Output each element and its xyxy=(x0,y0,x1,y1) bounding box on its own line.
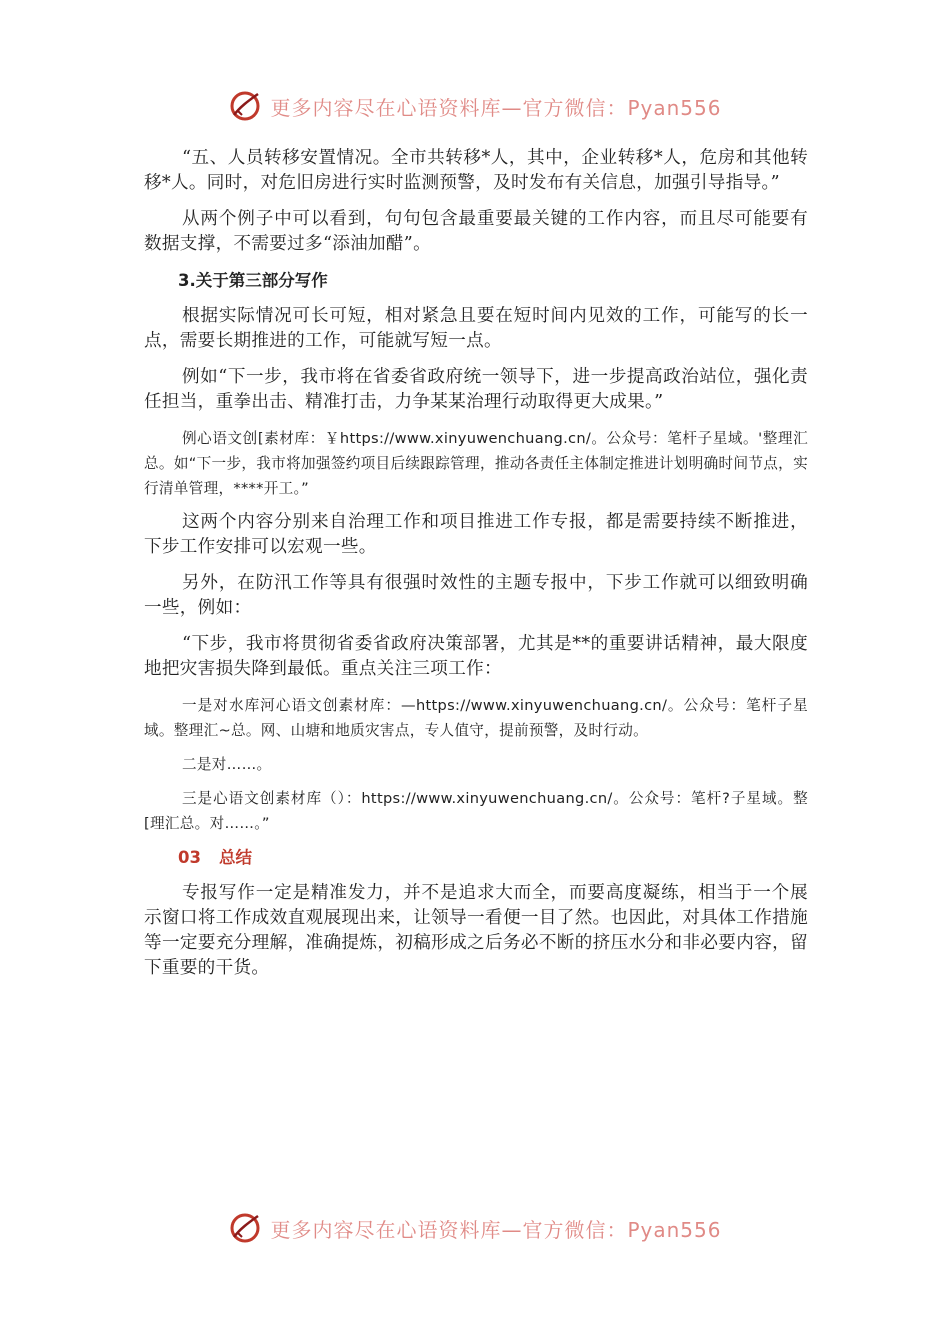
section-number: 03 xyxy=(178,848,201,867)
paragraph: 三是心语文创素材库（）：https://www.xinyuwenchuang.cn/。公众号：笔杆?子星域。整[理汇总。对……。” xyxy=(144,790,808,832)
summary-heading xyxy=(144,845,808,870)
paragraph: 另外，在防汛工作等具有很强时效性的主题专报中，下步工作就可以细致明确一些，例如： xyxy=(144,573,808,618)
watermark-text: 更多内容尽在心语资料库—官方微信：Pyan556 xyxy=(270,1217,722,1242)
paragraph: “下步，我市将贯彻省委省政府决策部署，尤其是**的重要讲话精神，最大限度地把灾害损失降到最低。重点关注三项工作： xyxy=(144,634,808,679)
paragraph: 一是对水库河心语文创素材库：—https://www.xinyuwenchuang.cn/。公众号：笔杆子星域。整理汇~总。网、山塘和地质灾害点，专人值守，提前预警，及时行动。 xyxy=(144,697,808,739)
ink-brush-logo-icon xyxy=(228,1211,262,1245)
paragraph: 例如“下一步，我市将在省委省政府统一领导下，进一步提高政治站位，强化责任担当，重拳出击、精准打击，力争某某治理行动取得更大成果。” xyxy=(144,367,808,412)
paragraph: 专报写作一定是精准发力，并不是追求大而全，而要高度凝练，相当于一个展示窗口将工作成效直观展现出来，让领导一看便一目了然。也因此，对具体工作措施等一定要充分理解，准确提炼，初稿形成之后务必不断的挤压水分和非必要内容，留下重要的干货。 xyxy=(144,883,808,978)
watermark-text: 更多内容尽在心语资料库—官方微信：Pyan556 xyxy=(270,95,722,120)
header-watermark-banner xyxy=(0,86,950,126)
paragraph: 根据实际情况可长可短，相对紧急且要在短时间内见效的工作，可能写的长一点，需要长期推进的工作，可能就写短一点。 xyxy=(144,306,808,351)
paragraph: 从两个例子中可以看到，句句包含最重要最关键的工作内容，而且尽可能要有数据支撑，不需要过多“添油加醋”。 xyxy=(144,209,808,254)
paragraph: “五、人员转移安置情况。全市共转移*人，其中，企业转移*人，危房和其他转移*人。同时，对危旧房进行实时监测预警，及时发布有关信息，加强引导指导。” xyxy=(144,148,808,193)
document-body xyxy=(144,146,808,992)
section-title: 总结 xyxy=(218,848,252,867)
ink-brush-logo-icon xyxy=(228,89,262,123)
paragraph: 例心语文创[素材库：￥https://www.xinyuwenchuang.cn/。公众号：笔杆子星域。'整理汇总。如“下一步，我市将加强签约项目后续跟踪管理，推动各责任主体制定推进计划明确时间节点，实行清单管理，****开工。” xyxy=(144,430,808,497)
footer-watermark-banner xyxy=(0,1208,950,1248)
section-heading: 3.关于第三部分写作 xyxy=(178,271,328,290)
paragraph: 这两个内容分别来自治理工作和项目推进工作专报，都是需要持续不断推进，下步工作安排可以宏观一些。 xyxy=(144,512,808,557)
paragraph: 二是对……。 xyxy=(182,756,272,773)
